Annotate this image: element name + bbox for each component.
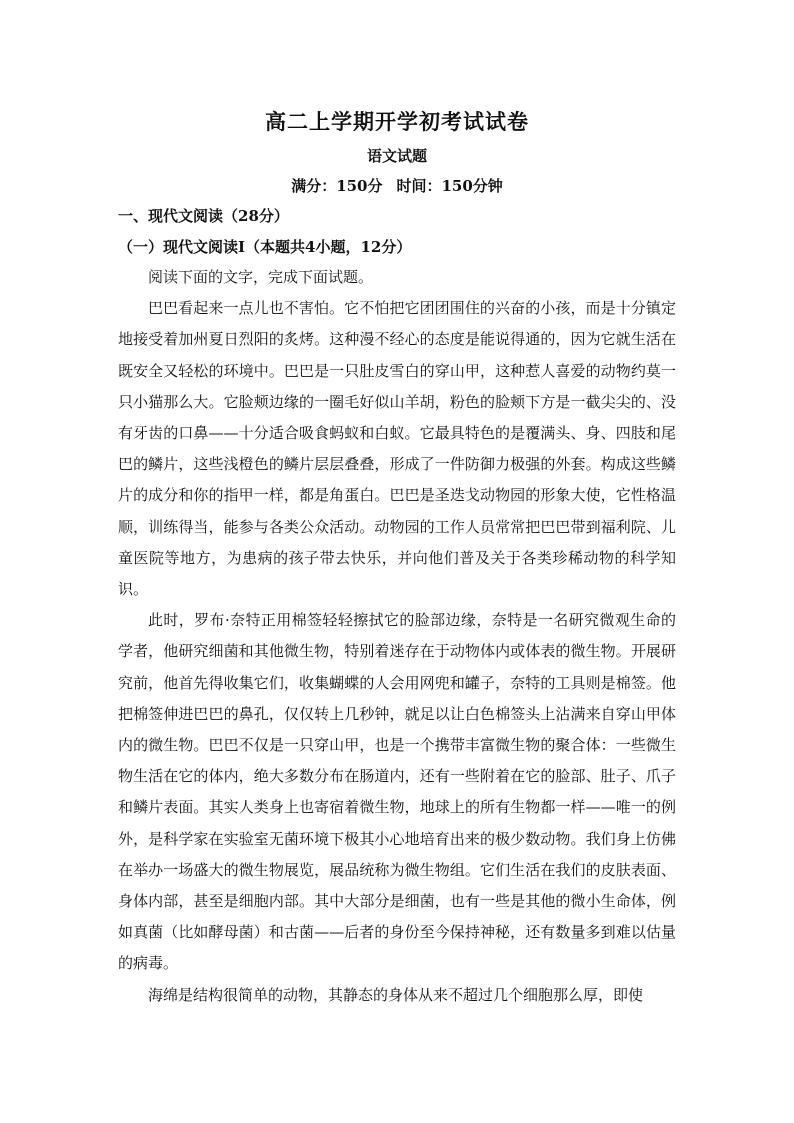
exam-meta [0, 175, 794, 196]
subsection-heading: （一）现代文阅读Ⅰ（本题共4小题，12分） [118, 238, 412, 256]
paragraph-2: 此时，罗布·奈特正用棉签轻轻擦拭它的脸部边缘，奈特是一名研究微观生命的学者，他研究细菌和其他微生物，特别着迷存在于动物体内或体表的微生物。开展研究前，他首先得收集它们，收集蝴蝶的人会用网兜和罐子，奈特的工具则是棉签。他把棉签伸进巴巴的鼻孔，仅仅转上几秒钟，就足以让白色棉签头上沾满来自穿山甲体内的微生物。巴巴不仅是一只穿山甲，也是一个携带丰富微生物的聚合体：一些微生物生活在它的体内，绝大多数分布在肠道内，还有一些附着在它的脸部、肚子、爪子和鳞片表面。其实人类身上也寄宿着微生物，地球上的所有生物都一样——唯一的例外，是科学家在实验室无菌环境下极其小心地培育出来的极少数动物。我们身上仿佛在举办一场盛大的微生物展览，展品统称为微生物组。它们生活在我们的皮肤表面、身体内部，甚至是细胞内部。其中大部分是细菌，也有一些是其他的微小生命体，例如真菌（比如酵母菌）和古菌——后者的身份至今保持神秘，还有数量多到难以估量的病毒。 [118, 611, 676, 973]
exam-subtitle: 语文试题 [366, 147, 427, 165]
paragraph-1: 巴巴看起来一点儿也不害怕。它不怕把它团团围住的兴奋的小孩，而是十分镇定地接受着加州夏日烈阳的炙烤。这种漫不经心的态度是能说得通的，因为它就生活在既安全又轻松的环境中。巴巴是一只肚皮雪白的穿山甲，这种惹人喜爱的动物约莫一只小猫那么大。它脸颊边缘的一圈毛好似山羊胡，粉色的脸颊下方是一截尖尖的、没有牙齿的口鼻——十分适合吸食蚂蚁和白蚁。它最具特色的是覆满头、身、四肢和尾巴的鳞片，这些浅橙色的鳞片层层叠叠，形成了一件防御力极强的外套。构成这些鳞片的成分和你的指甲一样，都是角蛋白。巴巴是圣迭戈动物园的形象大使，它性格温顺，训练得当，能参与各类公众活动。动物园的工作人员常常把巴巴带到福利院、儿童医院等地方，为患病的孩子带去快乐，并向他们普及关于各类珍稀动物的科学知识。 [118, 299, 676, 599]
instruction: 阅读下面的文字，完成下面试题。 [148, 268, 374, 286]
section-heading: 一、现代文阅读（28分） [118, 207, 289, 225]
paragraph-3: 海绵是结构很简单的动物，其静态的身体从来不超过几个细胞那么厚，即使 [148, 985, 644, 1004]
exam-title: 高二上学期开学初考试试卷 [265, 109, 529, 134]
reading-passage [118, 262, 676, 1011]
time-limit: 时间：150分钟 [396, 177, 503, 195]
full-score: 满分：150分 [291, 177, 383, 195]
